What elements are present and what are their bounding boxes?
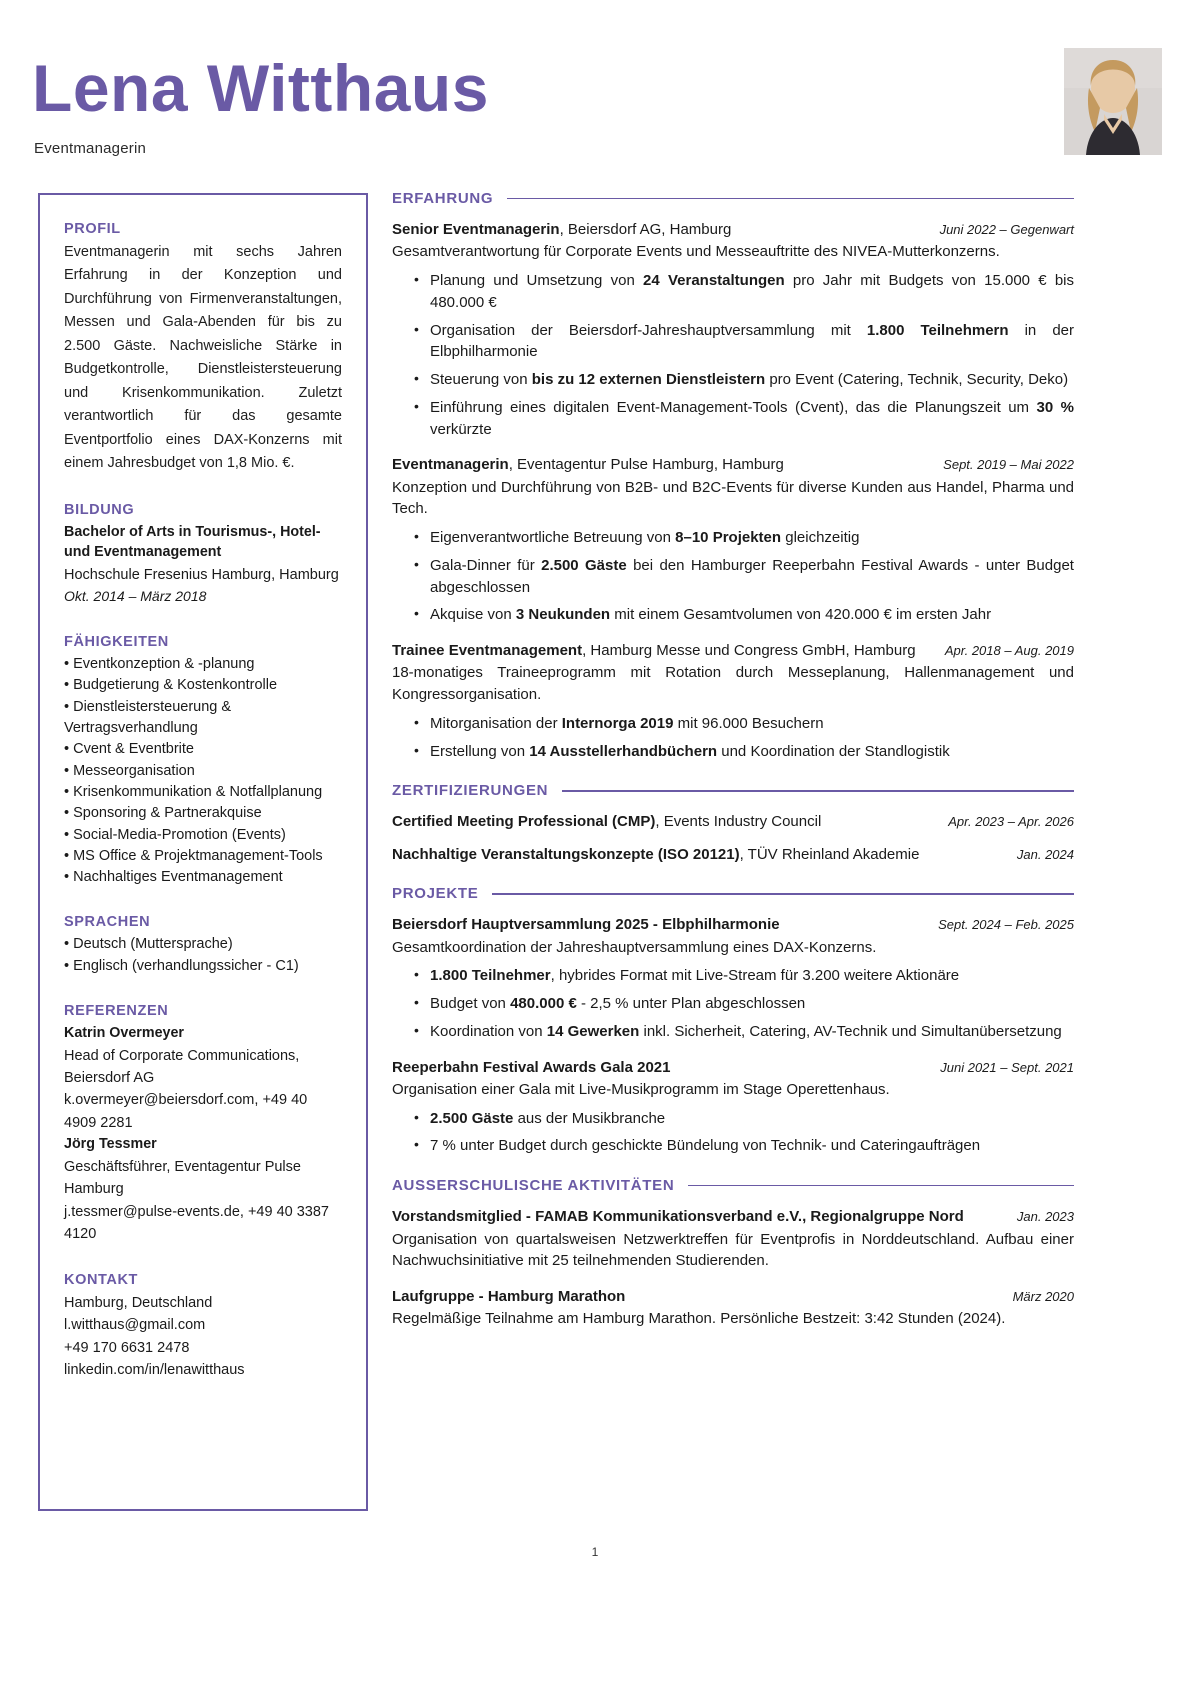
bullet-item: • 2.500 Gäste aus der Musikbranche (414, 1108, 1074, 1130)
bullet-item: • Erstellung von 14 Ausstellerhandbüchern und Koordination der Standlogistik (414, 741, 1074, 763)
entry-description: Konzeption und Durchführung von B2B- und B2C-Events für diverse Kunden aus Handel, Pharma und Tech. (392, 478, 1074, 518)
section-rule (492, 893, 1074, 895)
section-title-projekte: PROJEKTE (392, 885, 479, 903)
reference-role: Head of Corporate Communications, Beiersdorf AG (64, 1047, 300, 1086)
bullet-item: • Budget von 480.000 € - 2,5 % unter Plan abgeschlossen (414, 993, 1074, 1015)
languages-list (64, 934, 342, 977)
entry-header (392, 1057, 1074, 1078)
sidebar-heading-bildung: BILDUNG (64, 501, 135, 518)
section-title-zertifizierungen: ZERTIFIZIERUNGEN (392, 782, 549, 800)
section-header-projekte (392, 885, 1074, 902)
entry-header (392, 1286, 1074, 1307)
contact-line: linkedin.com/in/lenawitthaus (64, 1362, 245, 1379)
portrait-photo-icon (1064, 48, 1162, 155)
entry-date: Juni 2021 – Sept. 2021 (940, 1059, 1074, 1075)
certification-title: Nachhaltige Veranstaltungskonzepte (ISO 20121), TÜV Rheinland Akademie (392, 846, 920, 864)
entry-date: Sept. 2019 – Mai 2022 (943, 457, 1074, 473)
project-entry (392, 1057, 1074, 1158)
list-item: • Eventkonzeption & -planung (64, 656, 255, 673)
entry-description: Regelmäßige Teilnahme am Hamburg Marathon. Persönliche Bestzeit: 3:42 Stunden (2024). (392, 1310, 1006, 1328)
entry-description: Organisation einer Gala mit Live-Musikprogramm im Stage Operettenhaus. (392, 1080, 890, 1098)
bullet-item: • Steuerung von bis zu 12 externen Dienstleistern pro Event (Catering, Technik, Security, Deko) (414, 369, 1074, 391)
list-item: • Cvent & Eventbrite (64, 741, 194, 758)
skills-list (64, 654, 342, 888)
section-rule (562, 790, 1074, 792)
entry-date: Juni 2022 – Gegenwart (939, 222, 1074, 237)
entry-title: Senior Eventmanagerin, Beiersdorf AG, Hamburg (392, 221, 732, 238)
main-column (392, 190, 1074, 1350)
project-entry (392, 1286, 1074, 1330)
entry-date: Apr. 2018 – Aug. 2019 (944, 643, 1074, 659)
section-header-erfahrung (392, 190, 1074, 207)
list-item: • MS Office & Projektmanagement-Tools (64, 847, 323, 864)
contact-line: l.witthaus@gmail.com (64, 1317, 206, 1334)
entry-date: Sept. 2024 – Feb. 2025 (938, 917, 1074, 933)
profile-text: Eventmanagerin mit sechs Jahren Erfahrung in der Konzeption und Durchführung von Firmenveranstaltungen, Messen und Gala-Abenden für bis zu 2.500 Gäste. Nachweisliche Stärke in Budgetkontrolle, Dienstleistersteuerung und Krisenkommunikation. Zuletzt verantwortlich für das gesamte Eventportfolio eines DAX-Konzerns mit einem Jahresbudget von 1,8 Mio. €. (64, 244, 342, 472)
list-item: • Social-Media-Promotion (Events) (64, 826, 286, 843)
section-aktivitaeten (392, 1177, 1074, 1330)
entry-bullets (392, 1108, 1074, 1158)
entry-header (392, 640, 1074, 661)
experience-entry (392, 640, 1074, 762)
list-item: • Deutsch (Muttersprache) (64, 936, 233, 953)
entry-bullets (392, 527, 1074, 626)
section-title-aktivitaeten: AUSSERSCHULISCHE AKTIVITÄTEN (392, 1177, 675, 1195)
section-erfahrung (392, 190, 1074, 762)
section-header-aktivitaeten (392, 1177, 1074, 1194)
bullet-item: • 7 % unter Budget durch geschickte Bündelung von Technik- und Cateringaufträgen (414, 1135, 1074, 1157)
certification-date: Apr. 2023 – Apr. 2026 (948, 814, 1074, 830)
sidebar-heading-sprachen: SPRACHEN (64, 914, 151, 931)
bullet-item: • Planung und Umsetzung von 24 Veranstaltungen pro Jahr mit Budgets von 15.000 € bis 480.000 € (414, 270, 1074, 314)
resume-header (0, 0, 1190, 185)
reference-contact: j.tessmer@pulse-events.de, +49 40 3387 4120 (64, 1203, 330, 1243)
bullet-item: • 1.800 Teilnehmer, hybrides Format mit Live-Stream für 3.200 weitere Aktionäre (414, 965, 1074, 987)
education-dates: Okt. 2014 – März 2018 (64, 588, 207, 605)
project-entries (392, 914, 1074, 1157)
list-item: • Englisch (verhandlungssicher - C1) (64, 957, 299, 974)
bullet-item: • Einführung eines digitalen Event-Management-Tools (Cvent), das die Planungszeit um 30 % verkürzte (414, 397, 1074, 441)
list-item: • Sponsoring & Partnerakquise (64, 805, 262, 822)
list-item: • Dienstleistersteuerung & Vertragsverhandlung (64, 698, 232, 736)
sidebar (38, 193, 368, 1511)
contact-line: Hamburg, Deutschland (64, 1294, 213, 1311)
certification-title: Certified Meeting Professional (CMP), Events Industry Council (392, 813, 822, 831)
references-list (64, 1023, 342, 1246)
entry-description: Organisation von quartalsweisen Netzwerktreffen für Eventprofis in Norddeutschland. Aufbau einer Nachwuchsinitiative mit 25 teilnehmenden Studierenden. (392, 1230, 1074, 1270)
entry-title: Laufgruppe - Hamburg Marathon (392, 1288, 626, 1306)
experience-entry (392, 219, 1074, 440)
section-title-erfahrung: ERFAHRUNG (392, 190, 494, 207)
entry-date: März 2020 (1012, 1289, 1074, 1305)
entry-header (392, 1206, 1074, 1227)
sidebar-heading-referenzen: REFERENZEN (64, 1003, 169, 1020)
section-header-zertifizierungen (392, 782, 1074, 799)
activity-entries (392, 1206, 1074, 1330)
reference-contact: k.overmeyer@beiersdorf.com, +49 40 4909 2281 (64, 1092, 308, 1131)
entry-header (392, 219, 1074, 240)
candidate-job-title: Eventmanagerin (34, 140, 147, 157)
bullet-item: • Gala-Dinner für 2.500 Gäste bei den Hamburger Reeperbahn Festival Awards - unter Budget abgeschlossen (414, 555, 1074, 599)
project-entry (392, 1206, 1074, 1272)
list-item: • Krisenkommunikation & Notfallplanung (64, 783, 323, 800)
section-rule (688, 1185, 1074, 1187)
entry-bullets (392, 713, 1074, 763)
experience-entry (392, 454, 1074, 626)
sidebar-section-profil (64, 221, 342, 476)
list-item: • Nachhaltiges Eventmanagement (64, 869, 283, 886)
certification-row (392, 844, 1074, 865)
entry-title: Vorstandsmitglied - FAMAB Kommunikationsverband e.V., Regionalgruppe Nord (392, 1208, 964, 1226)
education-degree: Bachelor of Arts in Tourismus-, Hotel- und Eventmanagement (64, 523, 321, 560)
list-item: • Budgetierung & Kostenkontrolle (64, 677, 278, 694)
sidebar-section-referenzen (64, 1003, 342, 1246)
sidebar-section-faehigkeiten (64, 634, 342, 888)
section-projekte (392, 885, 1074, 1157)
bullet-item: • Organisation der Beiersdorf-Jahreshauptversammlung mit 1.800 Teilnehmern in der Elbphilharmonie (414, 320, 1074, 364)
entry-date: Jan. 2023 (1016, 1209, 1074, 1225)
sidebar-section-kontakt (64, 1272, 342, 1382)
entry-bullets (392, 965, 1074, 1042)
page-number: 1 (591, 1545, 599, 1559)
sidebar-section-bildung (64, 502, 342, 608)
project-entry (392, 914, 1074, 1042)
sidebar-heading-profil: PROFIL (64, 221, 121, 237)
reference-role: Geschäftsführer, Eventagentur Pulse Hamburg (64, 1158, 301, 1198)
contact-list (64, 1292, 342, 1382)
list-item: • Messeorganisation (64, 762, 195, 779)
entry-title: Beiersdorf Hauptversammlung 2025 - Elbphilharmonie (392, 916, 780, 934)
entry-bullets (392, 270, 1074, 440)
entry-title: Trainee Eventmanagement, Hamburg Messe und Congress GmbH, Hamburg (392, 642, 916, 660)
certification-entries (392, 811, 1074, 865)
reference-name: Jörg Tessmer (64, 1136, 157, 1153)
candidate-name: Lena Witthaus (32, 51, 489, 125)
bullet-item: • Mitorganisation der Internorga 2019 mit 96.000 Besuchern (414, 713, 1074, 735)
certification-date: Jan. 2024 (1016, 847, 1074, 863)
bullet-item: • Koordination von 14 Gewerken inkl. Sicherheit, Catering, AV-Technik und Simultanübersetzung (414, 1021, 1074, 1043)
bullet-item: • Eigenverantwortliche Betreuung von 8–10 Projekten gleichzeitig (414, 527, 1074, 549)
experience-entries (392, 219, 1074, 762)
entry-title: Eventmanagerin, Eventagentur Pulse Hamburg, Hamburg (392, 456, 784, 474)
entry-description: Gesamtkoordination der Jahreshauptversammlung eines DAX-Konzerns. (392, 938, 877, 956)
avatar (1064, 48, 1162, 155)
entry-header (392, 914, 1074, 935)
sidebar-heading-kontakt: KONTAKT (64, 1271, 139, 1288)
contact-line: +49 170 6631 2478 (64, 1339, 190, 1356)
education-school: Hochschule Fresenius Hamburg, Hamburg (64, 566, 339, 583)
bullet-item: • Akquise von 3 Neukunden mit einem Gesamtvolumen von 420.000 € im ersten Jahr (414, 604, 1074, 626)
entry-description: 18-monatiges Traineeprogramm mit Rotation durch Messeplanung, Hallenmanagement und Kongressorganisation. (392, 664, 1074, 704)
certification-row (392, 811, 1074, 832)
section-zertifizierungen (392, 782, 1074, 865)
sidebar-heading-faehigkeiten: FÄHIGKEITEN (64, 634, 169, 651)
reference-name: Katrin Overmeyer (64, 1025, 184, 1042)
section-rule (507, 198, 1074, 200)
sidebar-section-sprachen (64, 914, 342, 977)
entry-description: Gesamtverantwortung für Corporate Events und Messeauftritte des NIVEA-Mutterkonzerns. (392, 243, 1000, 261)
entry-title: Reeperbahn Festival Awards Gala 2021 (392, 1058, 671, 1076)
entry-header (392, 454, 1074, 475)
